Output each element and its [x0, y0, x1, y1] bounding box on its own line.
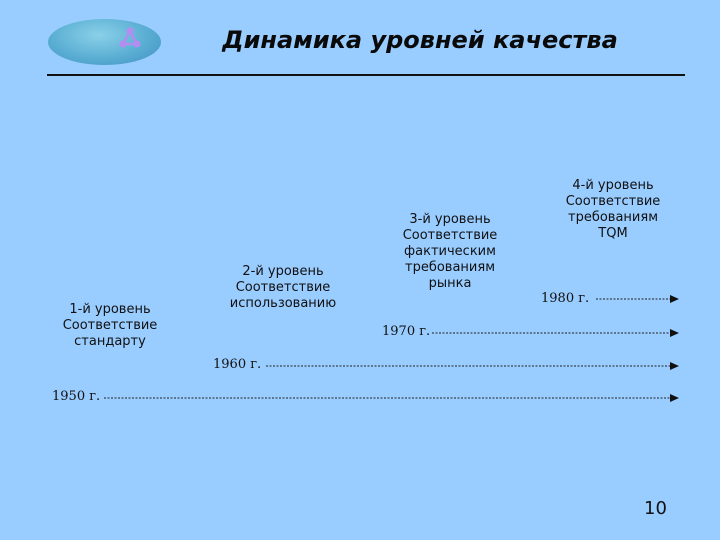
year-1960: 1960 г. — [213, 357, 262, 372]
level-3-line-2: фактическим — [404, 244, 496, 259]
arrow-head-1950 — [670, 394, 679, 402]
page-title: Динамика уровней качества — [222, 26, 618, 54]
level-3-line-1: Соответствие — [402, 228, 498, 243]
arrow-head-1970 — [670, 329, 679, 337]
level-2-title: 2-й уровень — [242, 264, 324, 279]
level-1-title: 1-й уровень — [69, 302, 151, 317]
year-1980: 1980 г. — [541, 291, 590, 306]
level-3-title: 3-й уровень — [409, 212, 491, 227]
year-1950: 1950 г. — [52, 389, 101, 404]
level-2-line-2: использованию — [229, 296, 337, 311]
page-number: 10 — [644, 498, 667, 519]
level-3-line-4: рынка — [428, 276, 472, 291]
level-3-line-3: требованиям — [405, 260, 495, 275]
level-1-line-1: Соответствие — [62, 318, 158, 333]
arrow-head-1960 — [670, 362, 679, 370]
level-4-title: 4-й уровень — [572, 178, 654, 193]
level-4-line-2: требованиям — [568, 210, 658, 225]
year-1970: 1970 г. — [382, 324, 431, 339]
level-2-line-1: Соответствие — [235, 280, 331, 295]
level-1-line-2: стандарту — [74, 334, 146, 349]
level-4-line-1: Соответствие — [565, 194, 661, 209]
level-4-line-3: TQM — [598, 226, 628, 241]
arrow-head-1980 — [670, 295, 679, 303]
